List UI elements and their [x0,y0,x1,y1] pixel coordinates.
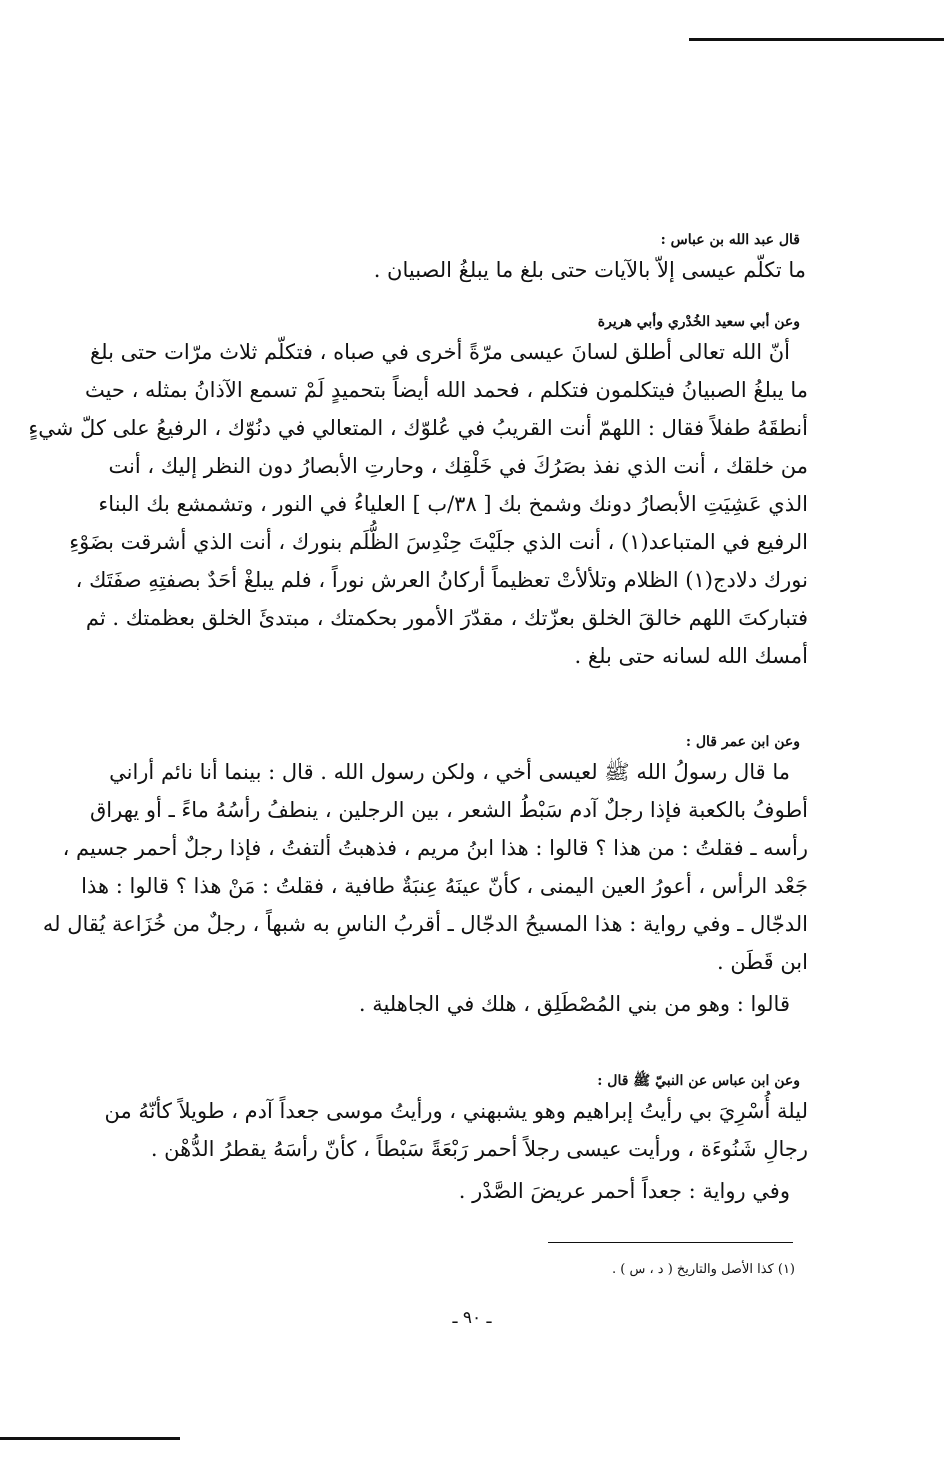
text-line: رجالِ شَنُوءَة ، ورأيت عيسى رجلاً أحمر رَبْعَةً سَبْطاً ، كأنّ رأسَهُ يقطرُ الدُّهْن . [150,1137,808,1161]
text-line: ما قال رسولُ الله ﷺ لعيسى أخي ، ولكن رسول الله . قال : بينما أنا نائم أراني [109,760,790,784]
section-header: قال عبد الله بن عباس : [660,232,800,248]
indented-line: قالوا : وهو من بني المُصْطَلِق ، هلك في الجاهلية . [358,992,790,1016]
section-4 [104,1070,808,1210]
page-number: ـ ٩٠ ـ [452,1308,492,1328]
text-line: ابن قَطَن . [717,950,808,974]
text-line: أنطقَهُ طفلاً فقال : اللهمّ أنت القريبُ في عُلوّك ، المتعالي في دنُوّك ، الرفيعُ على كلّ شيءٍ [28,416,808,440]
text-line: ما يبلغُ الصبيانُ فيتكلمون فتكلم ، فحمد الله أيضاً بتحميدٍ لَمْ تسمع الآذانُ بمثله ، حيث [84,378,808,402]
section-header: وعن أبي سعيد الخُدْري وأبي هريرة [597,314,800,330]
text-line: من خلقك ، أنت الذي نفذ بصَرُكَ في خَلْقِك ، وحارتِ الأبصارُ دون النظر إليك ، أنت [108,454,808,478]
section-header: وعن ابن عباس عن النبيّ ﷺ قال : [597,1073,800,1089]
text-line: ليلة أُسْرِيَ بي رأيتُ إبراهيم وهو يشبهني ، ورأيتُ موسى جعداً آدم ، طويلاً كأنّهُ من [104,1099,808,1123]
footnote-rule [548,1242,793,1243]
text-line: رأسه ـ فقلتُ : من هذا ؟ قالوا : هذا ابنُ مريم ، فذهبتُ ألتفتُ ، فإذا رجلٌ أحمر جسيم ، [62,836,808,860]
section-header: وعن ابن عمر قال : [685,734,800,750]
text-line: جَعْد الرأس ، أعورُ العين اليمنى ، كأنّ عينَهُ عِنبَةٌ طافية ، فقلتُ : مَنْ هذا ؟ قالوا : هذا [81,874,808,898]
text-line: الرفيع في المتباعد(١) ، أنت الذي جلَيْتَ حِنْدِسَ الظُّلَم بنورك ، أنت الذي أشرقت بضَوْءِ [69,530,808,554]
text-line: الدجّال ـ وفي رواية : هذا المسيحُ الدجّال ـ أقربُ الناسِ به شبهاً ، رجلٌ من خُزَاعة يُقال له [42,912,808,936]
text-line: فتباركتَ اللهم خالقَ الخلق بعزّتك ، مقدّرَ الأمور بحكمتك ، مبتدئَ الخلق بعظمتك . ثم [85,606,808,630]
section-3 [42,731,808,1023]
text-line: أنّ الله تعالى أطلق لسانَ عيسى مرّةً أخرى في صباه ، فتكلّم ثلاث مرّات حتى بلغ [89,340,790,364]
text-line: الذي عَشِيَتِ الأبصارُ دونك وشمخ بك [ ٣٨/ب ] العلياءُ في النور ، وتشمشع بك البناء [98,492,808,516]
section-2 [28,311,808,675]
text-line: أطوفُ بالكعبة فإذا رجلٌ آدم سَبْطُ الشعر ، بين الرجلين ، ينطفُ رأسُهُ ماءً ـ أو يهراق [90,798,808,822]
text-line: أمسك الله لسانه حتى بلغ . [574,644,808,668]
footnote: (١) كذا الأصل والتاريخ ( د ، س ) . [611,1262,795,1277]
text-line: نورك دلادج(١) الظلام وتلألأتْ تعظيماً أركانُ العرش نوراً ، فلم يبلغْ أحَدٌ بصفتِهِ صفَتَك ، [75,568,808,592]
top-rule [689,38,944,41]
indented-line: وفي رواية : جعداً أحمر عريضَ الصَّدْر . [458,1179,790,1203]
text-line: ما تكلّم عيسى إلاّ بالآيات حتى بلغ ما يبلغُ الصبيان . [373,258,806,282]
bottom-rule [0,1437,180,1440]
section-1 [118,229,808,289]
